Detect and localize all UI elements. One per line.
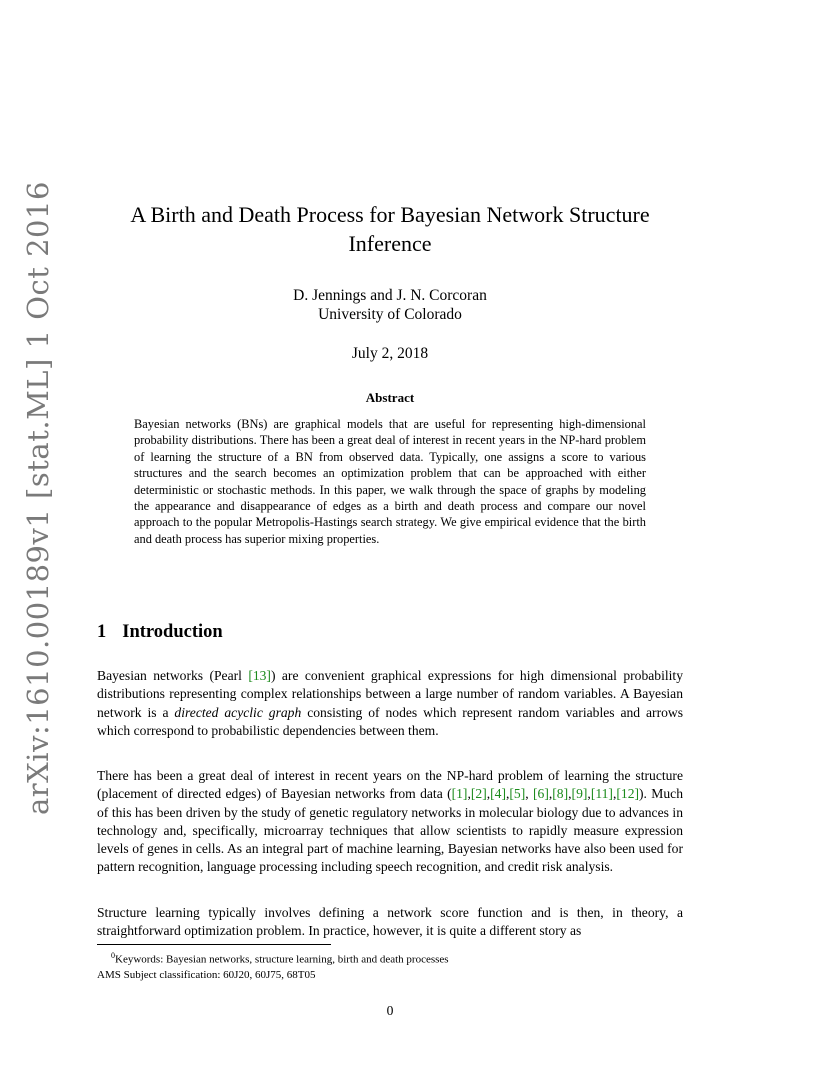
footnote-divider [97, 944, 331, 945]
affiliation: University of Colorado [318, 306, 462, 323]
citation-link[interactable]: [4] [490, 786, 506, 802]
page-number: 0 [386, 1003, 394, 1018]
para1-text-b: ) are convenient graphical expressions for high dimensional probability distributions representing complex relationships between a large number of random variables. A Bayesian network is a [97, 668, 683, 720]
section-number: 1 [97, 622, 107, 642]
para2-text-b: ). Much of this has been driven by the study of genetic regulatory networks in molecular biology due to advances in technology and, specifically, microarray techniques that allow scientists to rapidly measure expression levels of genes in cells. As an integral part of machine learning, Bayesian networks have also been used for pattern recognition, language processing including speech recognition, and credit risk analysis. [97, 786, 684, 875]
para1-emphasis: directed acyclic graph [174, 704, 302, 720]
para1-text-a: Bayesian networks (Pearl [97, 668, 249, 683]
section-title: Introduction [122, 622, 223, 642]
citation-link[interactable]: [11] [590, 786, 613, 802]
citation-link[interactable]: [13] [248, 668, 271, 683]
title-line-2: Inference [348, 231, 432, 256]
para2-text-a: There has been a great deal of interest in recent years on the NP-hard problem of learning the structure (placement of directed edges) of Bayesian networks from data ( [97, 768, 683, 802]
footnote [97, 948, 697, 983]
footnote-ams: AMS Subject classification: 60J20, 60J75, 68T05 [97, 968, 316, 981]
intro-paragraph-2: There has been a great deal of interest in recent years on the NP-hard problem of learning the structure (placement of directed edges) of Bayesian networks from data ([1],[2],[4],[5], [6],[8],[9],[11],[12]). Much of this has been driven by the study of genetic regulatory networks in molecular biology due to advances in technology and, specifically, microarray techniques that allow scientists to rapidly measure expression levels of genes in cells. As an integral part of machine learning, Bayesian networks have also been used for pattern recognition, language processing including speech recognition, and credit risk analysis. [97, 768, 684, 875]
paper-title [96, 200, 684, 258]
citation-link[interactable]: [5] [509, 786, 526, 802]
title-line-1: A Birth and Death Process for Bayesian Network Structure [130, 202, 650, 227]
author-block [96, 286, 684, 324]
citation-link[interactable]: [9] [571, 786, 588, 802]
citation-link[interactable]: [2] [470, 786, 487, 802]
footnote-mark: 0 [111, 951, 115, 960]
footnote-keywords [97, 948, 697, 968]
citation-link[interactable]: [8] [552, 786, 569, 802]
citation-link[interactable]: [1] [451, 786, 468, 802]
authors: D. Jennings and J. N. Corcoran [293, 287, 487, 304]
abstract-text: Bayesian networks (BNs) are graphical models that are useful for representing high-dimensional probability distributions. There has been a great deal of interest in recent years in the NP-hard problem of learning the structure of a BN from observed data. Typically, one assigns a score to various structures and the search becomes an optimization problem that can be approached with either deterministic or stochastic methods. In this paper, we walk through the space of graphs by modeling the appearance and disappearance of edges as a birth and death process and compare our novel approach to the popular Metropolis-Hastings search strategy. We give empirical evidence that the birth and death process has superior mixing properties. [134, 417, 646, 546]
citation-link[interactable]: [12] [616, 786, 640, 802]
keywords-text: Keywords: Bayesian networks, structure learning, birth and death processes [115, 953, 449, 966]
section-heading [97, 622, 223, 643]
abstract-heading: Abstract [365, 390, 415, 405]
para1-text-c: consisting of nodes which represent random variables and arrows which correspond to probabilistic dependencies between them. [97, 704, 684, 738]
intro-paragraph-1 [97, 667, 683, 740]
intro-paragraph-3: Structure learning typically involves defining a network score function and is then, in theory, a straightforward optimization problem. In practice, however, it is quite a different story as [97, 905, 683, 939]
paper-date: July 2, 2018 [351, 345, 429, 362]
citation-link[interactable]: [6] [533, 786, 549, 802]
arxiv-identifier-stamp: arXiv:1610.00189v1 [stat.ML] 1 Oct 2016 [21, 181, 55, 815]
